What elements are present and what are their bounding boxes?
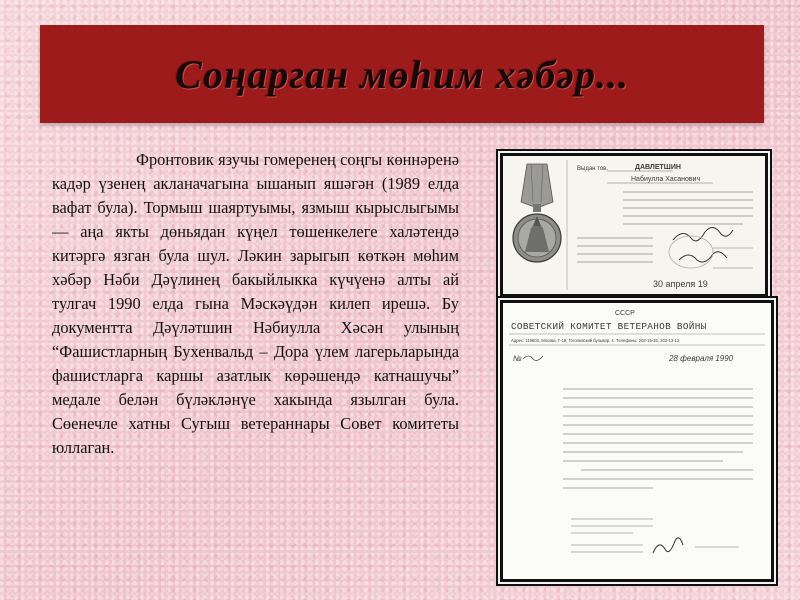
veterans-committee-letter <box>500 300 774 582</box>
title-banner <box>40 25 764 123</box>
letter-header: СОВЕТСКИЙ КОМИТЕТ ВЕТЕРАНОВ ВОЙНЫ <box>511 321 707 332</box>
certificate-date: 30 апреля 19 <box>653 279 708 289</box>
medal-certificate-photo <box>500 153 768 297</box>
letter-country: СССР <box>615 310 635 317</box>
page-title: Соңарган мөһим хәбәр... <box>175 51 629 97</box>
recipient-name: Набиулла Хасанович <box>631 176 701 183</box>
issued-to-label: Выдан тов. <box>577 166 609 172</box>
letter-image <box>503 303 771 579</box>
letter-address: Адрес: 119803, Москва, Г-19, Гоголевский бульвар, 4. Телефоны: 202-15-35, 202-13-12 <box>511 338 680 343</box>
letter-ref-number: № <box>513 354 522 363</box>
body-paragraph: Фронтовик язучы гомеренең соңгы көннәренә кадәр үзенең акланачагына ышанып яшәгән (1989 елда вафат була). Тормыш шаяртуымы, язмыш кырыслыгымы — аңа якты дөньядан күңел төшенкелеге халәтендә китәргә язган була шул. Ләкин зарыгып көткән мөһим хәбәр Нәби Дәүлинең бакыйлыкка күчүенә алты ай тулгач 1990 елда гына Мәскәүдән килеп ирешә. Бу документта Дәүләтшин Нәбиулла Хәсән улының “Фашистларның Бухенвальд – Дора үлем лагерьларында фашистларга каршы азатлык көрәшендә катнашучы” медале белән бүләкләнүе хакында язылган була. Сөенечле хатны Сугыш ветераннары Совет комитеты юллаган. <box>52 150 459 457</box>
recipient-surname: ДАВЛЕТШИН <box>635 164 681 171</box>
medal-certificate-image <box>503 156 765 294</box>
letter-date: 28 февраля 1990 <box>669 354 734 363</box>
